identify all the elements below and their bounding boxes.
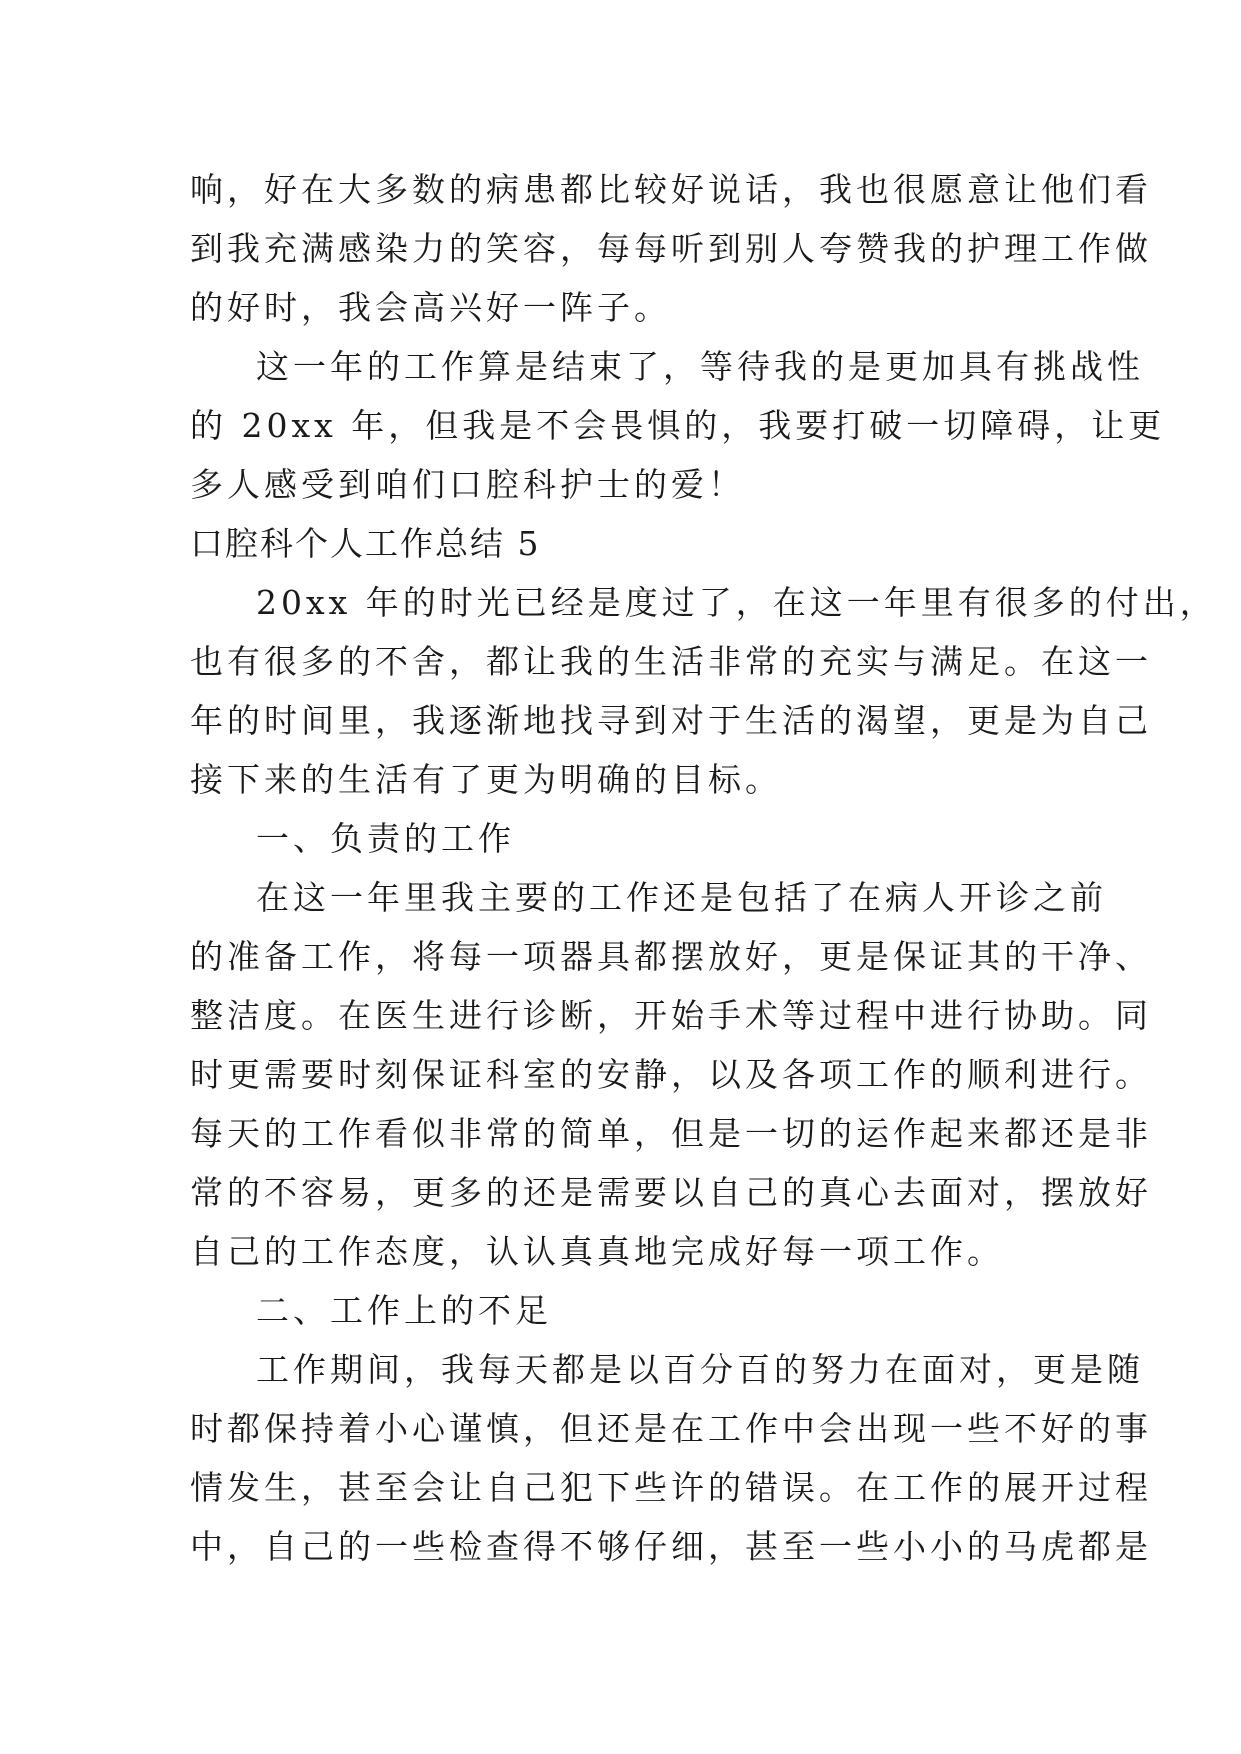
paragraph-start-line: 在这一年里我主要的工作还是包括了在病人开诊之前 <box>256 878 1107 917</box>
text-line: 接下来的生活有了更为明确的目标。 <box>190 760 782 799</box>
subheading: 二、工作上的不足 <box>256 1291 552 1330</box>
text-line: 的准备工作，将每一项器具都摆放好，更是保证其的干净、 <box>190 937 1152 976</box>
paragraph-start-line: 这一年的工作算是结束了，等待我的是更加具有挑战性 <box>256 347 1144 386</box>
text-line: 多人感受到咱们口腔科护士的爱！ <box>190 465 745 504</box>
text-line: 时都保持着小心谨慎，但还是在工作中会出现一些不好的事 <box>190 1409 1152 1448</box>
paragraph-start-line: 20xx 年的时光已经是度过了，在这一年里有很多的付出， <box>256 583 1217 622</box>
text-line: 的 20xx 年，但我是不会畏惧的，我要打破一切障碍，让更 <box>190 406 1166 445</box>
text-line: 每天的工作看似非常的简单，但是一切的运作起来都还是非 <box>190 1114 1152 1153</box>
text-line: 常的不容易，更多的还是需要以自己的真心去面对，摆放好 <box>190 1173 1152 1212</box>
text-line: 自己的工作态度，认认真真地完成好每一项工作。 <box>190 1232 1004 1271</box>
text-line: 响，好在大多数的病患都比较好说话，我也很愿意让他们看 <box>190 170 1152 209</box>
section-title: 口腔科个人工作总结 5 <box>190 524 541 563</box>
paragraph-start-line: 工作期间，我每天都是以百分百的努力在面对，更是随 <box>256 1350 1144 1389</box>
text-line: 整洁度。在医生进行诊断，开始手术等过程中进行协助。同 <box>190 996 1152 1035</box>
text-line: 情发生，甚至会让自己犯下些许的错误。在工作的展开过程 <box>190 1468 1152 1507</box>
text-line: 的好时，我会高兴好一阵子。 <box>190 288 671 327</box>
subheading: 一、负责的工作 <box>256 819 515 858</box>
text-line: 到我充满感染力的笑容，每每听到别人夸赞我的护理工作做 <box>190 229 1152 268</box>
text-line: 也有很多的不舍，都让我的生活非常的充实与满足。在这一 <box>190 642 1152 681</box>
text-line: 中，自己的一些检查得不够仔细，甚至一些小小的马虎都是 <box>190 1527 1152 1566</box>
text-line: 年的时间里，我逐渐地找寻到对于生活的渴望，更是为自己 <box>190 701 1152 740</box>
text-line: 时更需要时刻保证科室的安静，以及各项工作的顺利进行。 <box>190 1055 1152 1094</box>
document-body <box>190 160 1217 1576</box>
